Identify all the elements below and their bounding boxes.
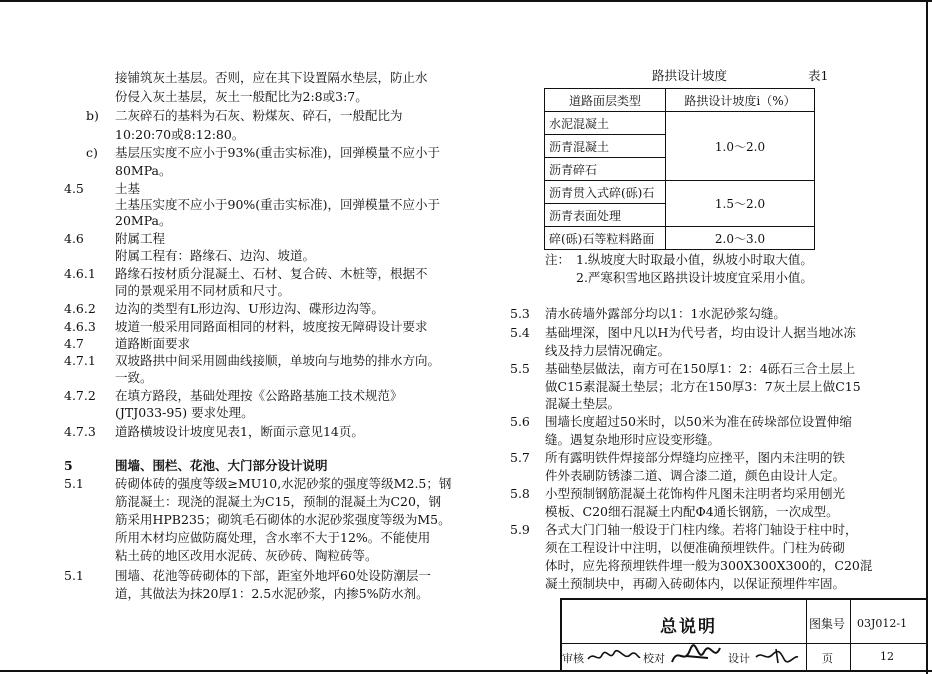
text-line: 砖砌体砖的强度等级≥MU10,水泥砂浆的强度等级M2.5；钢 [115,476,452,491]
text-line: 混凝土垫层。 [545,396,621,411]
text-line: 一致。 [115,370,153,385]
text-line: 线及持力层情况确定。 [545,343,671,358]
title-block-divider [560,643,928,644]
text-line: 件外表刷防锈漆二道、调合漆二道，颜色由设计人定。 [545,468,846,483]
text-line: 道，其做法为抹20厚1：2.5水泥砂浆，内掺5%防水剂。 [115,586,429,601]
text-line: 基层压实度不应小于93%(重击实标准)，回弹模量不应小于 [115,145,441,160]
table-cell: 沥青表面处理 [545,204,666,227]
section-number: 4.5 [64,181,84,196]
table-row [545,181,815,204]
text-line: 土基压实度不应小于90%(重击实标准)，回弹模量不应小于 [115,197,441,212]
section-title: 道路断面要求 [115,336,191,351]
text-line: 围墙、花池等砖砌体的下部，距室外地坪60处设防潮层一 [115,568,431,583]
text-line: 附属工程有：路缘石、边沟、坡道。 [115,248,316,263]
section-number: 5.8 [510,486,530,501]
table-cell: 1.5～2.0 [666,181,815,227]
section-number: 4.7 [64,336,84,351]
section-number: 4.6.1 [64,266,96,281]
section-number: 5.9 [510,522,530,537]
section-title: 围墙、围栏、花池、大门部分设计说明 [115,458,328,473]
text-line: (JTJ033-95) 要求处理。 [115,405,254,420]
text-line: 小型预制钢筋混凝土花饰构件凡图未注明者均采用刨光 [545,486,846,501]
text-line: 体时，应先将预埋铁件埋一般为300X300X300的，C20混 [545,558,873,573]
text-line: 接铺筑灰土基层。否则，应在其下设置隔水垫层，防止水 [115,70,428,85]
section-number: 4.6.2 [64,301,96,316]
text-line: 二灰碎石的基料为石灰、粉煤灰、碎石，一般配比为 [115,108,403,123]
text-line: 在填方路段，基础处理按《公路路基施工技术规范》 [115,388,403,403]
table-cell: 沥青混凝土 [545,135,666,158]
text-line: 10:20:70或8:12:80。 [115,127,245,142]
table-cell: 沥青贯入式碎(砾)石 [545,181,666,204]
section-number: 4.7.1 [64,353,96,368]
section-number: 5.4 [510,325,530,340]
section-title: 土基 [115,181,141,196]
table-note: 2.严寒积雪地区路拱设计坡度宜采用小值。 [576,270,813,285]
atlas-label: 图集号 [809,617,846,631]
text-line: 20MPa。 [115,213,172,228]
frame-right [926,0,928,674]
slope-table [544,88,815,250]
checker-signature [668,642,728,670]
check-label: 校对 [643,652,665,665]
table-header-row [545,89,815,112]
text-line: 粘土砖的地区改用水泥砖、灰砂砖、陶粒砖等。 [115,548,378,563]
review-label: 审核 [562,652,584,665]
table-note: 1.纵坡度大时取最小值，纵坡小时取大值。 [576,252,813,267]
text-line: 所有露明铁件焊接部分焊缝均应挫平，图内未注明的铁 [545,450,846,465]
frame-top [0,0,932,2]
text-line: 筋采用HPB235；砌筑毛石砌体的水泥砂浆强度等级为M5。 [115,512,451,527]
table-cell: 1.0～2.0 [666,112,815,181]
section-number: 4.6 [64,231,84,246]
text-line: 份侵入灰土基层，灰土一般配比为2:8或3:7。 [115,89,368,104]
item-label: b) [86,108,99,123]
text-line: 路缘石按材质分混凝土、石材、复合砖、木桩等，根据不 [115,266,428,281]
page-label: 页 [822,652,833,665]
section-number: 4.7.2 [64,388,96,403]
text-line: 须在工程设计中注明，以便准确预埋铁件。门柱为砖砌 [545,540,846,555]
table-note-label: 注： [545,252,571,267]
text-line: 80MPa。 [115,163,172,178]
text-line: 基础垫层做法，南方可在150厚1：2：4砾石三合土层上 [545,361,856,376]
text-line: 筋混凝土：现浇的混凝土为C15，预制的混凝土为C20，钢 [115,494,441,509]
design-label: 设计 [728,652,750,665]
item-label: c) [86,145,98,160]
table-caption: 路拱设计坡度 [652,68,728,83]
text-line: 模板、C20细石混凝土内配Φ4通长钢筋，一次成型。 [545,504,839,519]
text-line: 凝土预制块中，再砌入砖砌体内，以保证预埋件牢固。 [545,576,846,591]
text-line: 清水砖墙外露部分均以1：1水泥砂浆勾缝。 [545,306,786,321]
page-number: 12 [880,650,894,663]
section-number: 5.7 [510,450,530,465]
text-line: 边沟的类型有L形边沟、U形边沟、碟形边沟等。 [115,301,384,316]
designer-signature [752,645,802,667]
text-line: 缝。遇复杂地形时应设变形缝。 [545,432,721,447]
title-block-divider [806,600,807,670]
atlas-number: 03J012-1 [857,617,908,630]
text-line: 同的景观采用不同材质和尺寸。 [115,283,291,298]
section-title: 附属工程 [115,231,166,246]
text-line: 所用木材均应做防腐处理，含水率不大于12%。不能使用 [115,530,431,545]
table-row [545,112,815,135]
section-number: 5.5 [510,361,530,376]
section-number: 5 [64,458,73,473]
table-header-cell: 道路面层类型 [545,89,666,112]
text-line: 坡道一般采用同路面相同的材料，坡度按无障碍设计要求 [115,319,428,334]
section-number: 5.1 [64,476,84,491]
title-block-divider [850,600,851,670]
text-line: 道路横坡设计坡度见表1，断面示意见14页。 [115,424,364,439]
table-cell: 沥青碎石 [545,158,666,181]
table-cell: 水泥混凝土 [545,112,666,135]
section-number: 5.6 [510,414,530,429]
drawing-title: 总说明 [660,617,717,637]
text-line: 各式大门门轴一般设于门柱内缘。若将门轴设于柱中时， [545,522,858,537]
table-header-cell: 路拱设计坡度i（%） [666,89,815,112]
section-number: 5.3 [510,306,530,321]
text-line: 围墙长度超过50米时，以50米为准在砖垛部位设置伸缩 [545,414,852,429]
text-line: 双坡路拱中间采用圆曲线接顺，单坡向与地势的排水方向。 [115,353,441,368]
text-line: 做C15素混凝土垫层；北方在150厚3：7灰土层上做C15 [545,379,861,394]
text-line: 基础埋深，图中凡以H为代号者，均由设计人据当地冰冻 [545,325,856,340]
section-number: 4.6.3 [64,319,96,334]
table-row [545,227,815,250]
table-cell: 碎(砾)石等粒料路面 [545,227,666,250]
section-number: 5.1 [64,568,84,583]
section-number: 4.7.3 [64,424,96,439]
table-cell: 2.0～3.0 [666,227,815,250]
reviewer-signature [586,645,642,667]
table-label: 表1 [808,68,829,83]
